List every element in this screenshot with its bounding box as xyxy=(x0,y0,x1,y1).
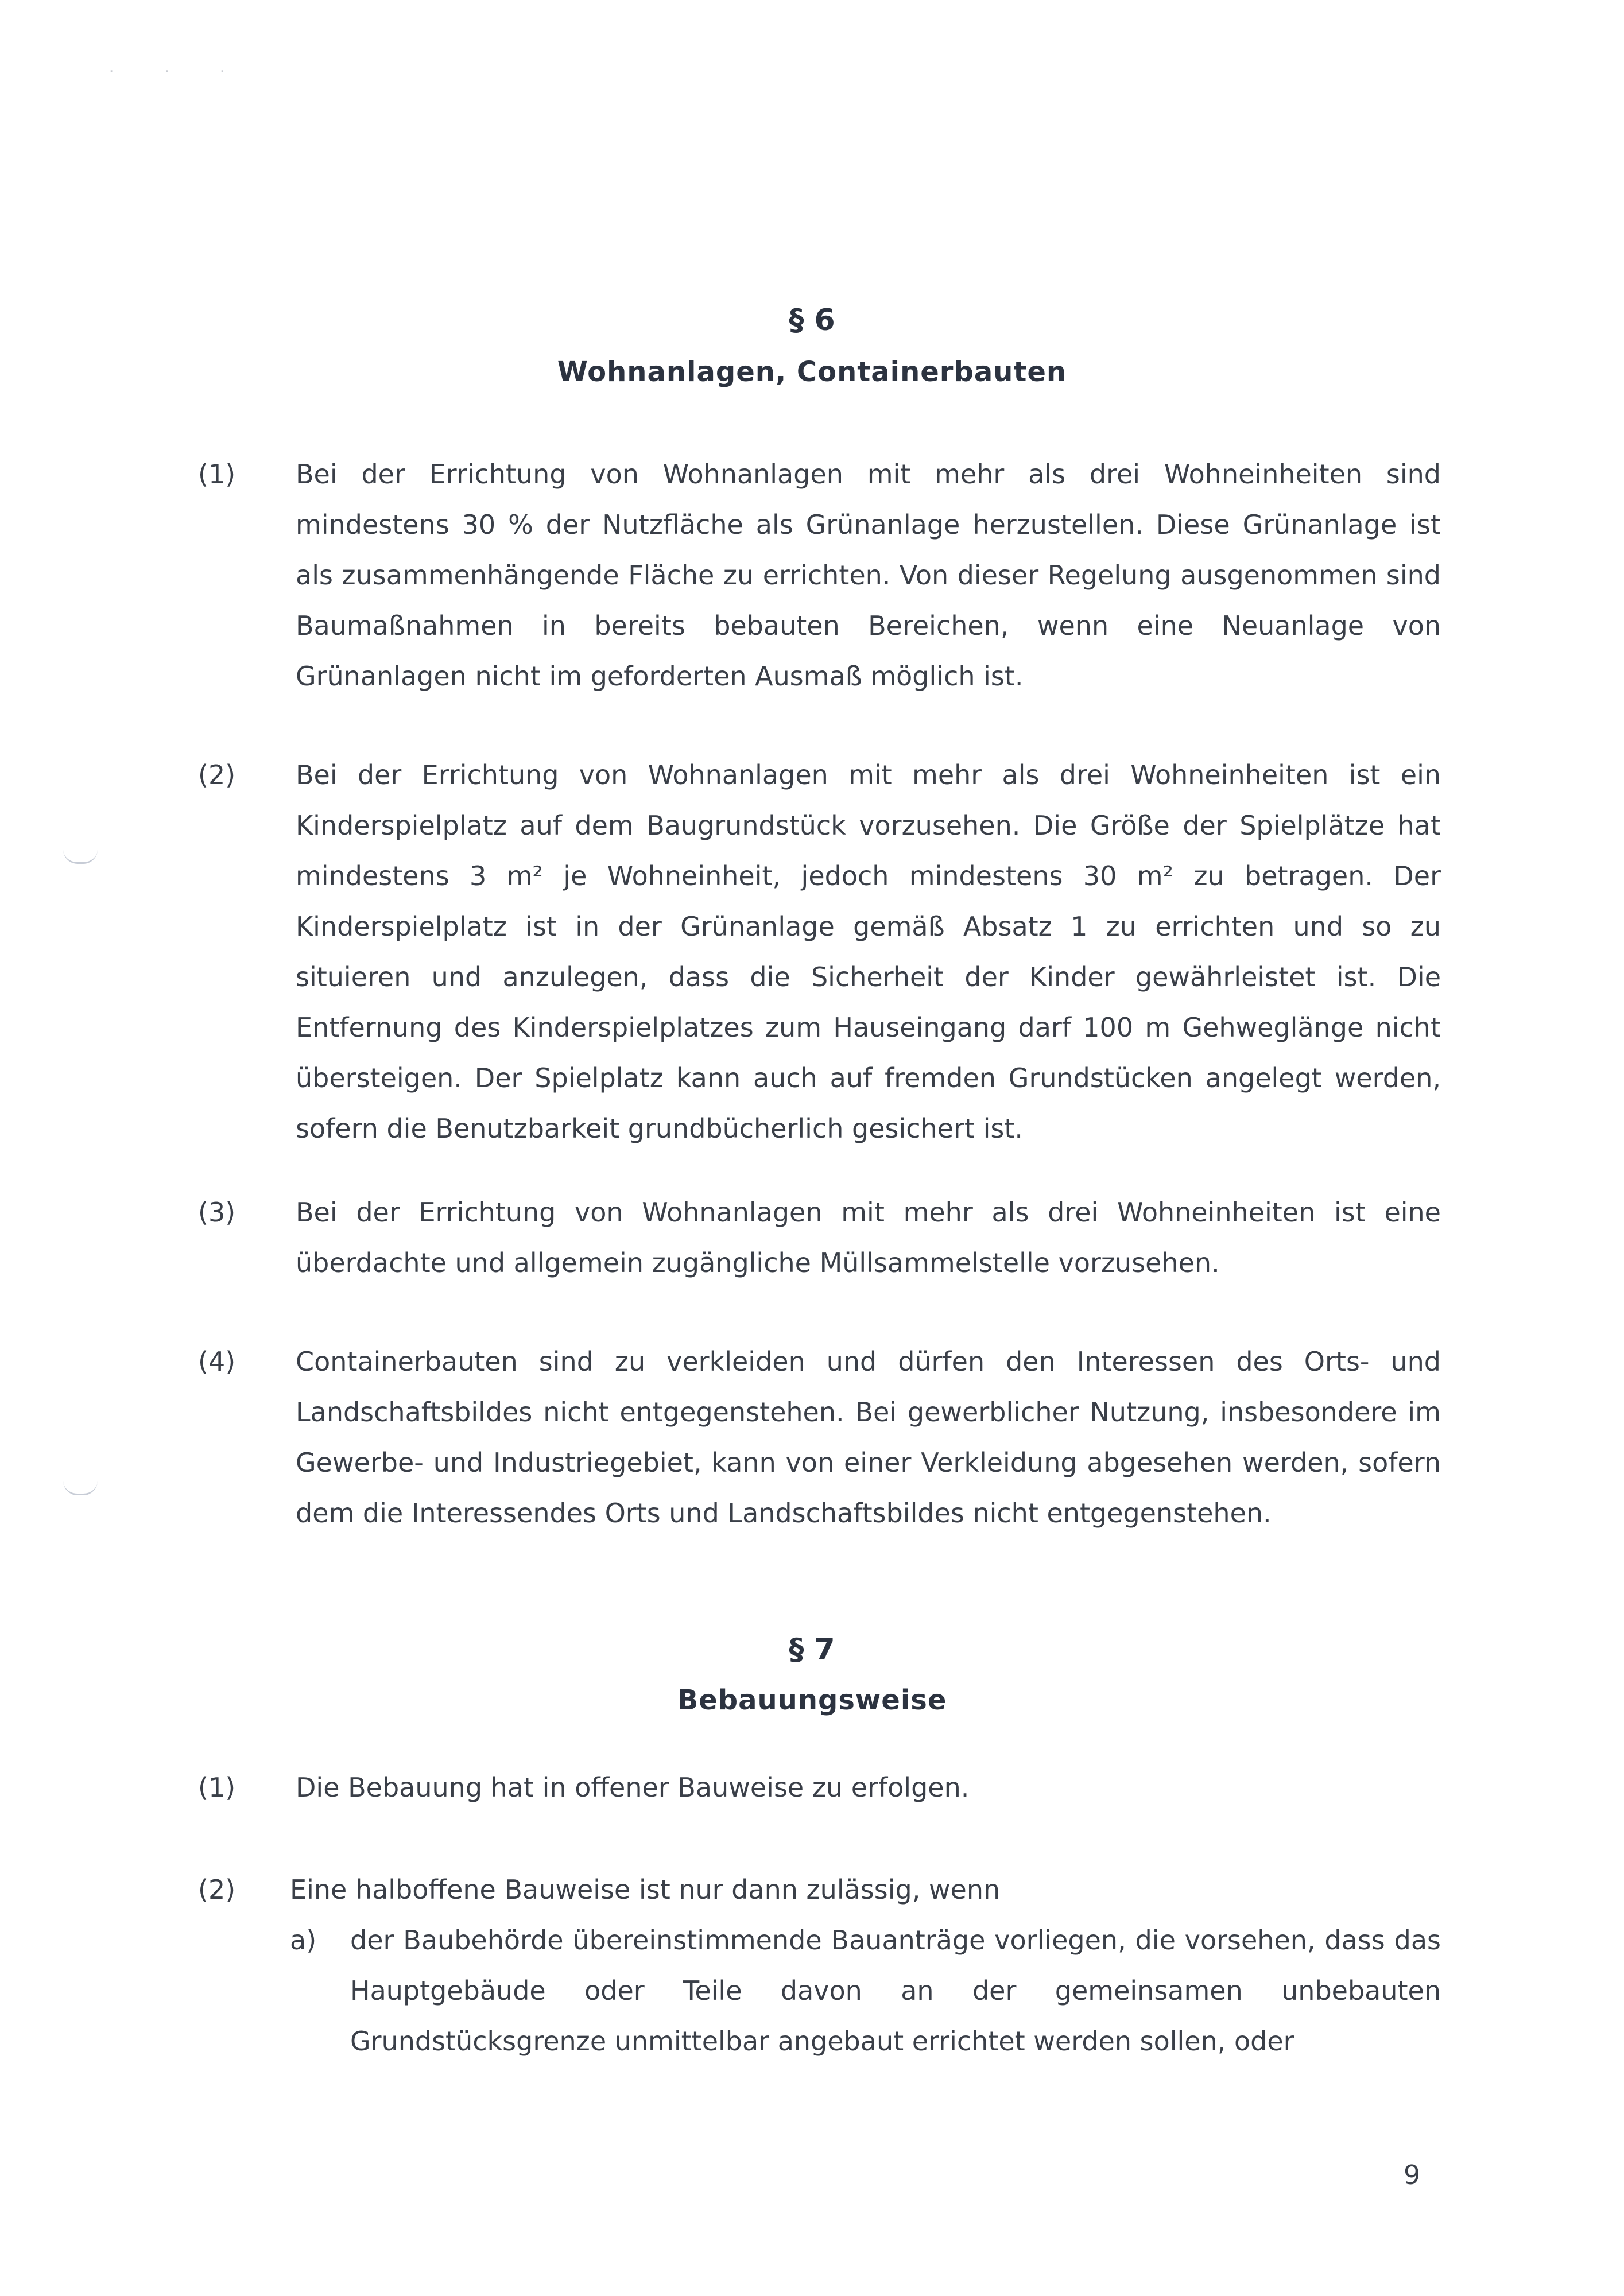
paragraph-text: Bei der Errichtung von Wohnanlagen mit mehr als drei Wohneinheiten ist eine überdachte und allgemein zugängliche Müllsammelstelle vorzusehen. xyxy=(296,1197,1441,1278)
scan-artifact xyxy=(63,850,98,864)
section-number: § 7 xyxy=(789,1632,835,1667)
paragraph-number: (2) xyxy=(198,1874,236,1905)
section-number: § 6 xyxy=(789,303,835,338)
paragraph-text: Containerbauten sind zu verkleiden und dürfen den Interessen des Orts- und Landschaftsbildes nicht entgegenstehen. Bei gewerblicher Nutzung, insbesondere im Gewerbe- und Industriegebiet, kann von einer Verkleidung abgesehen werden, sofern dem die Interessendes Orts und Landschaftsbildes nicht entgegenstehen. xyxy=(296,1346,1441,1529)
paragraph-number: (4) xyxy=(198,1346,236,1377)
paragraph-number: (1) xyxy=(198,1772,236,1803)
section-title: Bebauungsweise xyxy=(677,1684,947,1716)
paragraph-text: Eine halboffene Bauweise ist nur dann zulässig, wenn xyxy=(290,1874,1001,1905)
paragraph-number: (2) xyxy=(198,759,236,790)
scan-artifact xyxy=(63,1481,98,1495)
scan-artifact: · · · xyxy=(109,63,248,80)
paragraph-number: (3) xyxy=(198,1197,236,1228)
paragraph-text: Bei der Errichtung von Wohnanlagen mit mehr als drei Wohneinheiten sind mindestens 30 % der Nutzfläche als Grünanlage herzustellen. Diese Grünanlage ist als zusammenhängende Fläche zu errichten. Von dieser Regelung ausgenommen sind Baumaßnahmen in bereits bebauten Bereichen, wenn eine Neuanlage von Grünanlagen nicht im geforderten Ausmaß möglich ist. xyxy=(296,459,1441,692)
section-title: Wohnanlagen, Containerbauten xyxy=(557,356,1067,388)
list-item-text: der Baubehörde übereinstimmende Bauanträge vorliegen, die vorsehen, dass das Hauptgebäude oder Teile davon an der gemeinsamen unbebauten Grundstücksgrenze unmittelbar angebaut errichtet werden sollen, oder xyxy=(350,1925,1441,2057)
list-item-letter: a) xyxy=(290,1925,317,1956)
paragraph-number: (1) xyxy=(198,459,236,490)
paragraph-text: Bei der Errichtung von Wohnanlagen mit mehr als drei Wohneinheiten ist ein Kinderspielplatz auf dem Baugrundstück vorzusehen. Die Größe der Spielplätze hat mindestens 3 m² je Wohneinheit, jedoch mindestens 30 m² zu betragen. Der Kinderspielplatz ist in der Grünanlage gemäß Absatz 1 zu errichten und so zu situieren und anzulegen, dass die Sicherheit der Kinder gewährleistet ist. Die Entfernung des Kinderspielplatzes zum Hauseingang darf 100 m Gehweglänge nicht übersteigen. Der Spielplatz kann auch auf fremden Grundstücken angelegt werden, sofern die Benutzbarkeit grundbücherlich gesichert ist. xyxy=(296,759,1441,1144)
page-number: 9 xyxy=(1404,2159,1421,2190)
paragraph-text: Die Bebauung hat in offener Bauweise zu erfolgen. xyxy=(296,1772,970,1803)
